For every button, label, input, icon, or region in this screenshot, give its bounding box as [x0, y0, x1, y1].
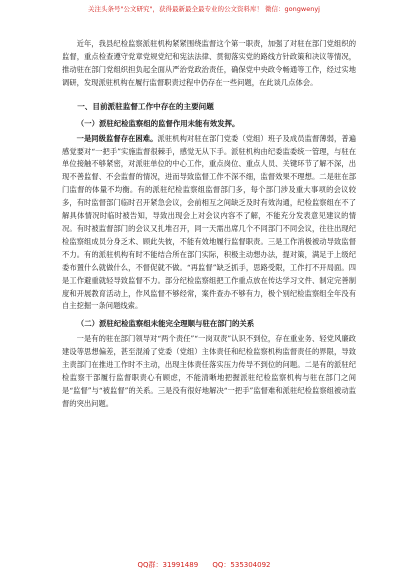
- document-body: [62, 38, 356, 411]
- paragraph-lead: 一是同级监督存在困难。: [76, 133, 158, 143]
- subsection-heading-2: （二）派驻纪检监察组未能完全理顺与驻在部门的关系: [76, 319, 255, 329]
- paragraph-body: 派驻机构对驻在部门党委（党组）班子及成员监督薄弱，普遍感觉要对“一把手”实施监督很棘手，感觉无从下手。派驻机构由纪委监委统一管理，与驻在单位接触不够紧密，对派驻单位的中心工作，重点岗位、重点人员、关键环节了解不深，出现不善监督、不会监督的情况，进而导致监督工作不深不细，监督效果不理想。二是驻在部门监督的体量不均衡。有的派驻纪检监察组监督部门多，每个部门涉及重大事项的会议较多，有时监督部门临时召开紧急会议，会前相互之间缺乏及时有效沟通，纪检监察组在不了解具体情况时临时被告知，导致出现会上对会议内容不了解，不能充分发表意见建议的情况。有时被监督部门的会议又扎堆召开，同一天需出席几个不同部门不同会议，往往出现纪检监察组成员分身乏术、顾此失彼，不能有效地履行监督职责。三是工作消极被动导致监督不力。有的派驻机构有时不能结合所在部门实际，积极主动想办法，提对策，满足于上级纪委布置什么就做什么，不督促就不做。“再监督”缺乏抓手，思路受限，工作打不开局面。四是工作避重就轻导致监督不力。部分纪检监察组把工作重点放在传达学习文件、制定完善制度和开展教育活动上，作风监督不够经常，案件查办不够有力，极个别纪检监察组全年没有自主挖掘一条问题线索。: [62, 133, 357, 311]
- subsection-2-paragraph: 一是有的驻在部门领导对“两个责任”“一岗双责”认识不到位，存在重业务、轻党风廉政建设等思想偏差，甚至混淆了党委（党组）主体责任和纪检监察机构监督责任的界限，导致主责部门在推进工作时不主动，出现主体责任落实压力传导不到位的问题。二是有的派驻纪检监察干部履行监督职责心有顾虑，不能清晰地把握派驻纪检监察机构与驻在部门之间是“监督”与“被监督”的关系。三是没有很好地解决“一把手”监督难和派驻纪检监察组被动监督的突出问题。: [62, 334, 356, 408]
- subsection-1-paragraph: [62, 133, 356, 314]
- header-note: 关注头条号"公文研究"，获得最新最全最专业的公文资料库！ 微信：gongwenyj: [88, 5, 320, 13]
- section-heading: 一、目前派驻监督工作中存在的主要问题: [77, 101, 214, 111]
- intro-paragraph: 近年，我县纪检监察派驻机构紧紧围绕监督这个第一职责，加强了对驻在部门党组织的监督，重点检查遵守党章党规党纪和宪法法律、贯彻落实党的路线方针政策和决议等情况，推动驻在部门党组织担负起全面从严治党政治责任，确保党中央政令畅通等工作，经过实地调研，发现派驻机构在履行监督职责过程中仍存在一些问题，在此谈几点体会。: [62, 39, 356, 87]
- subsection-heading-1: （一）派驻纪检监察组的监督作用未能有效发挥。: [76, 118, 240, 128]
- qq-group: QQ群：31991489: [137, 561, 199, 569]
- footer-contact: [0, 560, 408, 570]
- qq-number: QQ：535304092: [212, 561, 271, 569]
